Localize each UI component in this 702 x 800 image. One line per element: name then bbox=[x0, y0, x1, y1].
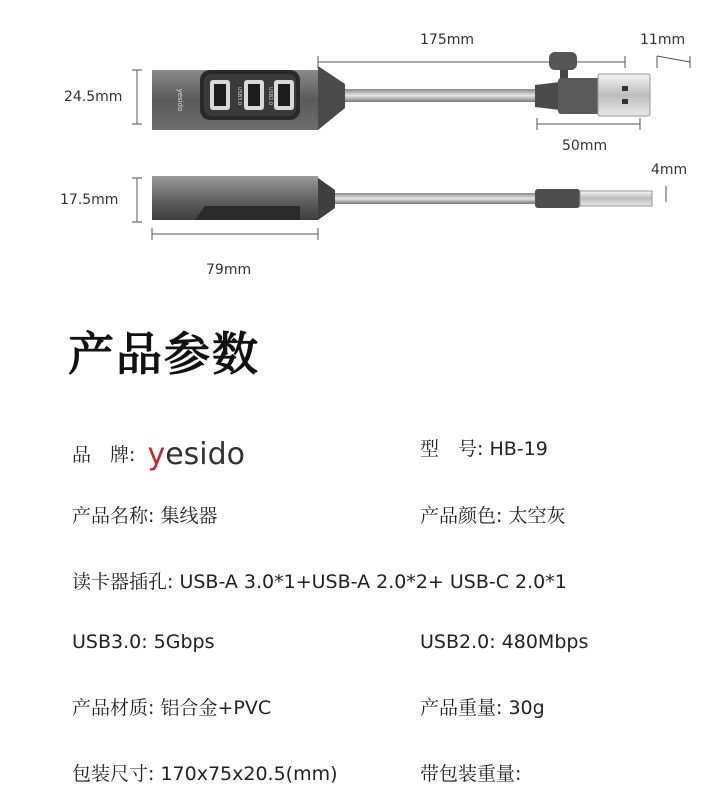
spec-package-size: 包装尺寸: 170x75x20.5(mm) bbox=[72, 763, 338, 785]
hub-top-view bbox=[152, 52, 650, 130]
spec-package-weight: 带包装重量: bbox=[420, 763, 522, 785]
spec-name: 产品名称: 集线器 bbox=[72, 505, 218, 527]
brand-logo bbox=[147, 437, 245, 472]
dim-body-length: 79mm bbox=[206, 262, 252, 278]
device-port-print-b: USB2.0 bbox=[267, 86, 273, 106]
brand-logo-y: y bbox=[147, 437, 166, 472]
spec-material: 产品材质: 铝合金+PVC bbox=[72, 697, 272, 719]
device-brand-print: yesido bbox=[176, 88, 184, 112]
device-port-print-a: USB3.0 bbox=[236, 86, 242, 106]
dim-length: 175mm bbox=[420, 32, 474, 48]
spec-brand-label: 品 牌: bbox=[72, 444, 136, 466]
hub-side-view bbox=[152, 176, 652, 220]
spec-model bbox=[420, 434, 548, 461]
dim-thick: 4mm bbox=[651, 162, 688, 178]
spec-usb2: USB2.0: 480Mbps bbox=[420, 631, 589, 653]
section-title: 产品参数 bbox=[68, 327, 260, 381]
dim-tip: 11mm bbox=[640, 32, 686, 48]
spec-usb3: USB3.0: 5Gbps bbox=[72, 631, 215, 653]
brand-logo-rest: esido bbox=[165, 437, 246, 472]
spec-ports: 读卡器插孔: USB-A 3.0*1+USB-A 2.0*2+ USB-C 2.0*1 bbox=[72, 571, 567, 593]
dim-height-top: 24.5mm bbox=[64, 89, 123, 105]
spec-weight: 产品重量: 30g bbox=[420, 697, 545, 719]
dim-connector: 50mm bbox=[562, 138, 608, 154]
spec-brand bbox=[72, 434, 246, 472]
spec-model-label: 型 号: bbox=[420, 438, 484, 460]
dim-height-side: 17.5mm bbox=[60, 192, 119, 208]
spec-model-value: HB-19 bbox=[489, 438, 548, 460]
spec-color: 产品颜色: 太空灰 bbox=[420, 505, 566, 527]
